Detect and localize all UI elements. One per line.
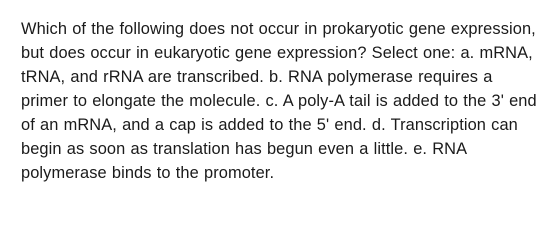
question-text: Which of the following does not occur in prokaryotic gene expression, but does occur in eukaryotic gene expression? Select one: a. mRNA, tRNA, and rRNA are transcribed. b. RNA polymerase requires a primer to elongate the molecule. c. A poly-A tail is added to the 3' end of an mRNA, and a cap is added to the 5' end. d. Transcription can begin as soon as translation has begun even a little. e. RNA polymerase binds to the promoter. (21, 20, 537, 182)
